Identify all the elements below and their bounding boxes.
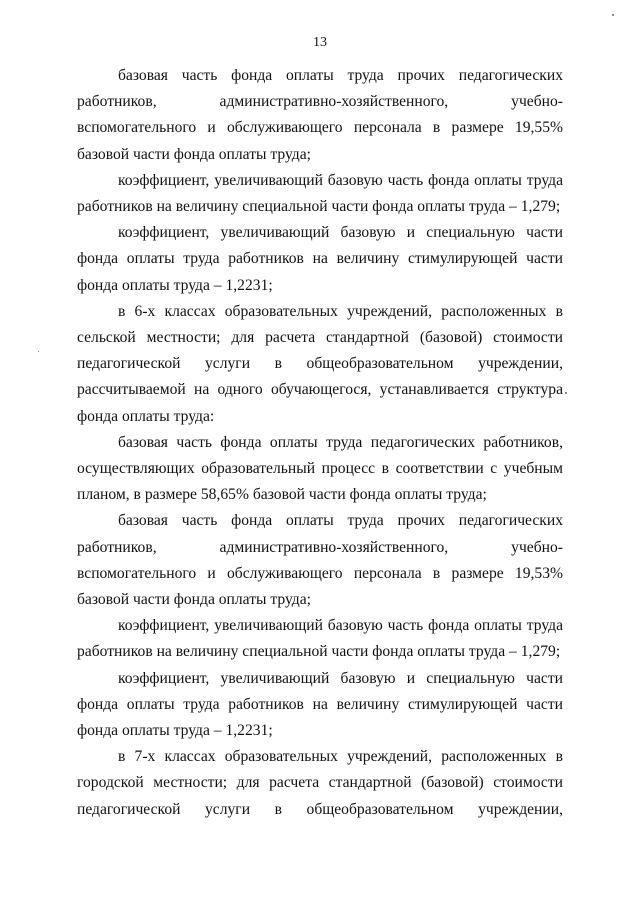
paragraph: коэффициент, увеличивающий базовую и специальную части фонда оплаты труда работников на величину стимулирующей части фонда оплаты труда – 1,2231; bbox=[77, 669, 563, 740]
paragraph: коэффициент, увеличивающий базовую часть фонда оплаты труда работников на величину специальной части фонда оплаты труда – 1,279; bbox=[77, 617, 563, 661]
paragraph: базовая часть фонда оплаты труда прочих педагогических работников, административно-хозяйственного, учебно-вспомогательного и обслуживающего персонала в размере 19,53% базовой части фонда оплаты труда; bbox=[77, 512, 563, 609]
paragraph: в 7-х классах образовательных учреждений, расположенных в городской местности; для расчета стандартной (базовой) стоимости педагогической услуги в общеобразовательном учреждении, bbox=[77, 748, 563, 818]
paragraph: базовая часть фонда оплаты труда педагогических работников, осуществляющих образовательный процесс в соответствии с учебным планом, в размере 58,65% базовой части фонда оплаты труда; bbox=[77, 433, 563, 504]
scan-speck bbox=[38, 351, 39, 352]
paragraph: коэффициент, увеличивающий базовую и специальную части фонда оплаты труда работников на величину стимулирующей части фонда оплаты труда – 1,2231; bbox=[77, 224, 563, 294]
paragraph: базовая часть фонда оплаты труда прочих педагогических работников, административно-хозяйственного, учебно-вспомогательного и обслуживающего персонала в размере 19,55% базовой части фонда оплаты труда; bbox=[77, 67, 563, 163]
paragraph: коэффициент, увеличивающий базовую часть фонда оплаты труда работников на величину специальной части фонда оплаты труда – 1,279; bbox=[77, 171, 563, 216]
page-number: 13 bbox=[313, 35, 327, 50]
scan-speck bbox=[565, 392, 567, 394]
scan-speck bbox=[612, 14, 614, 16]
body-text bbox=[77, 63, 563, 823]
paragraph: в 6-х классах образовательных учреждений, расположенных в сельской местности; для расчета стандартной (базовой) стоимости педагогической услуги в общеобразовательном учреждении, рассчитываемой на одного обучающегося, устанавливается структура фонда оплаты труда: bbox=[77, 302, 563, 425]
